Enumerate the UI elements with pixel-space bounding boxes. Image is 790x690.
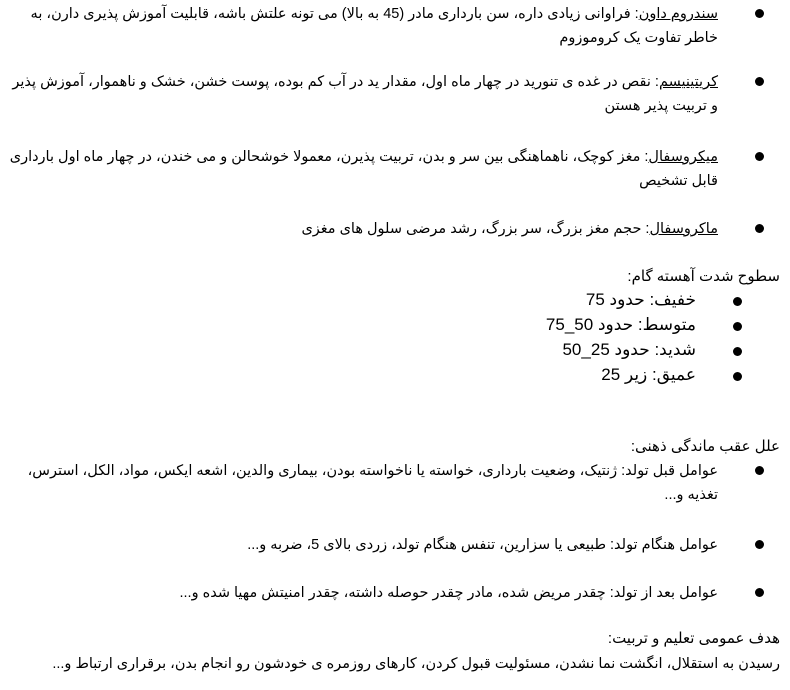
bullet-icon <box>755 9 764 18</box>
cause-text: عوامل هنگام تولد: طبیعی یا سزارین، تنفس هنگام تولد، زردی بالای 5، ضربه و... <box>247 537 718 553</box>
bullet-icon <box>755 77 764 86</box>
bullet-icon <box>755 540 764 549</box>
severity-item <box>562 339 742 361</box>
term: کریتینیسم <box>658 74 718 90</box>
list-item-cretinism <box>4 70 764 118</box>
severity-label: شدید: حدود 25_50 <box>562 340 696 359</box>
description: : حجم مغز بزرگ، سر بزرگ، رشد مرضی سلول های مغزی <box>301 221 650 237</box>
bullet-icon <box>733 297 742 306</box>
bullet-icon <box>755 152 764 161</box>
list-item-postnatal <box>4 581 764 605</box>
cause-text: عوامل قبل تولد: ژنتیک، وضعیت بارداری، خواسته یا ناخواسته بودن، بیماری والدین، اشعه ایکس، مواد، الکل، استرس، تغذیه و... <box>27 463 718 503</box>
bullet-icon <box>733 372 742 381</box>
goal-heading: هدف عمومی تعلیم و تربیت: <box>607 630 780 647</box>
severity-label: متوسط: حدود 50_75 <box>545 315 696 334</box>
description: : فراوانی زیادی داره، سن بارداری مادر (45 به بالا) می تونه علتش باشه، قابلیت آموزش پذیری دارن، به خاطر تفاوت یک کروموزوم <box>30 6 718 46</box>
goal-text: رسیدن به استقلال، انگشت نما نشدن، مسئولیت قبول کردن، کارهای روزمره ی خودشون رو انجام بدن، برقراری ارتباط و... <box>52 656 780 672</box>
bullet-icon <box>755 588 764 597</box>
list-item-macrocephaly <box>4 217 764 241</box>
bullet-icon <box>755 466 764 475</box>
severity-item <box>546 314 742 336</box>
bullet-icon <box>755 224 764 233</box>
term: ماکروسفال <box>649 221 718 237</box>
severity-item <box>586 289 742 311</box>
list-item-down-syndrome <box>4 2 764 50</box>
description: : مغز کوچک، ناهماهنگی بین سر و بدن، تربیت پذیرن، معمولا خوشحالن و می خندن، در چهار ماه اول بارداری قابل تشخیص <box>9 149 718 189</box>
severity-label: خفیف: حدود 75 <box>585 290 696 309</box>
list-item-perinatal <box>4 533 764 557</box>
term: سندروم داون <box>638 6 718 22</box>
list-item-prenatal <box>4 459 764 507</box>
severity-heading: سطوح شدت آهسته گام: <box>627 268 780 285</box>
term: میکروسفال <box>648 149 718 165</box>
cause-text: عوامل بعد از تولد: چقدر مریض شده، مادر چقدر حوصله داشته، چقدر امنیتش مهیا شده و... <box>179 585 718 601</box>
description: : نقص در غده ی تنورید در چهار ماه اول، مقدار ید در آب کم بوده، پوست خشن، خشک و ناهموار، آموزش پذیر و تربیت پذیر هستن <box>12 74 718 114</box>
causes-heading: علل عقب ماندگی ذهنی: <box>630 438 780 455</box>
bullet-icon <box>733 347 742 356</box>
bullet-icon <box>733 322 742 331</box>
severity-item <box>601 364 742 386</box>
list-item-microcephaly <box>4 145 764 193</box>
severity-label: عمیق: زیر 25 <box>601 365 696 384</box>
